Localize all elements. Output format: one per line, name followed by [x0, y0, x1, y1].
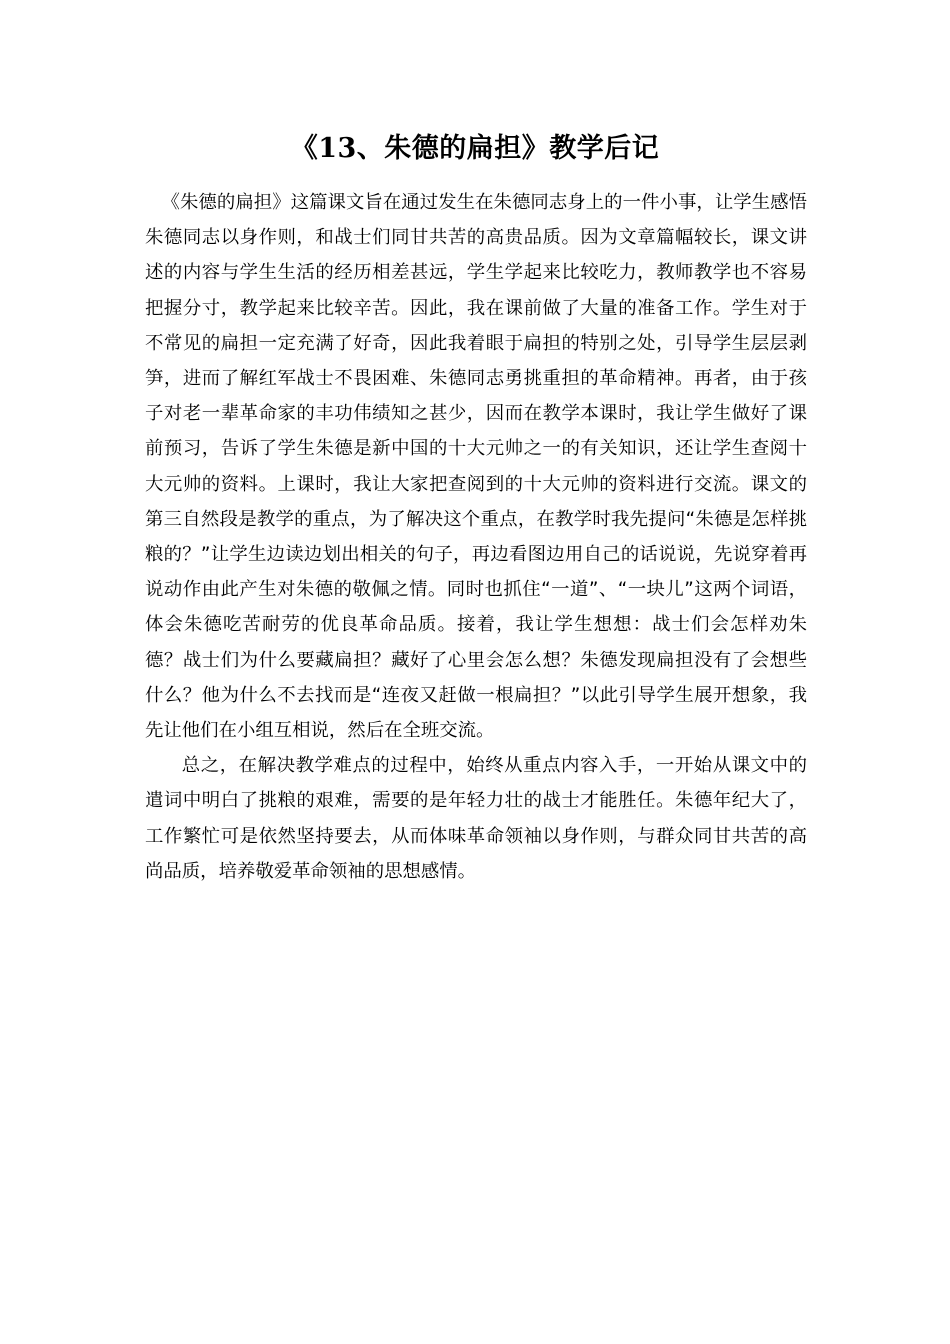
document-body [145, 185, 807, 889]
paragraph-2: 总之，在解决教学难点的过程中，始终从重点内容入手，一开始从课文中的遣词中明白了挑粮的艰难，需要的是年轻力壮的战士才能胜任。朱德年纪大了，工作繁忙可是依然坚持要去，从而体味革命领袖以身作则，与群众同甘共苦的高尚品质，培养敬爱革命领袖的思想感情。 [145, 755, 807, 882]
document-title: 《13、朱德的扁担》教学后记 [290, 133, 660, 164]
paragraph-1: 《朱德的扁担》这篇课文旨在通过发生在朱德同志身上的一件小事，让学生感悟朱德同志以身作则，和战士们同甘共苦的高贵品质。因为文章篇幅较长，课文讲述的内容与学生生活的经历相差甚远，学生学起来比较吃力，教师教学也不容易把握分寸，教学起来比较辛苦。因此，我在课前做了大量的准备工作。学生对于不常见的扁担一定充满了好奇，因此我着眼于扁担的特别之处，引导学生层层剥笋，进而了解红军战士不畏困难、朱德同志勇挑重担的革命精神。再者，由于孩子对老一辈革命家的丰功伟绩知之甚少，因而在教学本课时，我让学生做好了课前预习，告诉了学生朱德是新中国的十大元帅之一的有关知识，还让学生查阅十大元帅的资料。上课时，我让大家把查阅到的十大元帅的资料进行交流。课文的第三自然段是教学的重点，为了解决这个重点，在教学时我先提问“朱德是怎样挑粮的？”让学生边读边划出相关的句子，再边看图边用自己的话说说，先说穿着再说动作由此产生对朱德的敬佩之情。同时也抓住“一道”、“一块儿”这两个词语，体会朱德吃苦耐劳的优良革命品质。接着，我让学生想想：战士们会怎样劝朱德？战士们为什么要藏扁担？藏好了心里会怎么想？朱德发现扁担没有了会想些什么？他为什么不去找而是“连夜又赶做一根扁担？”以此引导学生展开想象，我先让他们在小组互相说，然后在全班交流。 [145, 192, 807, 742]
